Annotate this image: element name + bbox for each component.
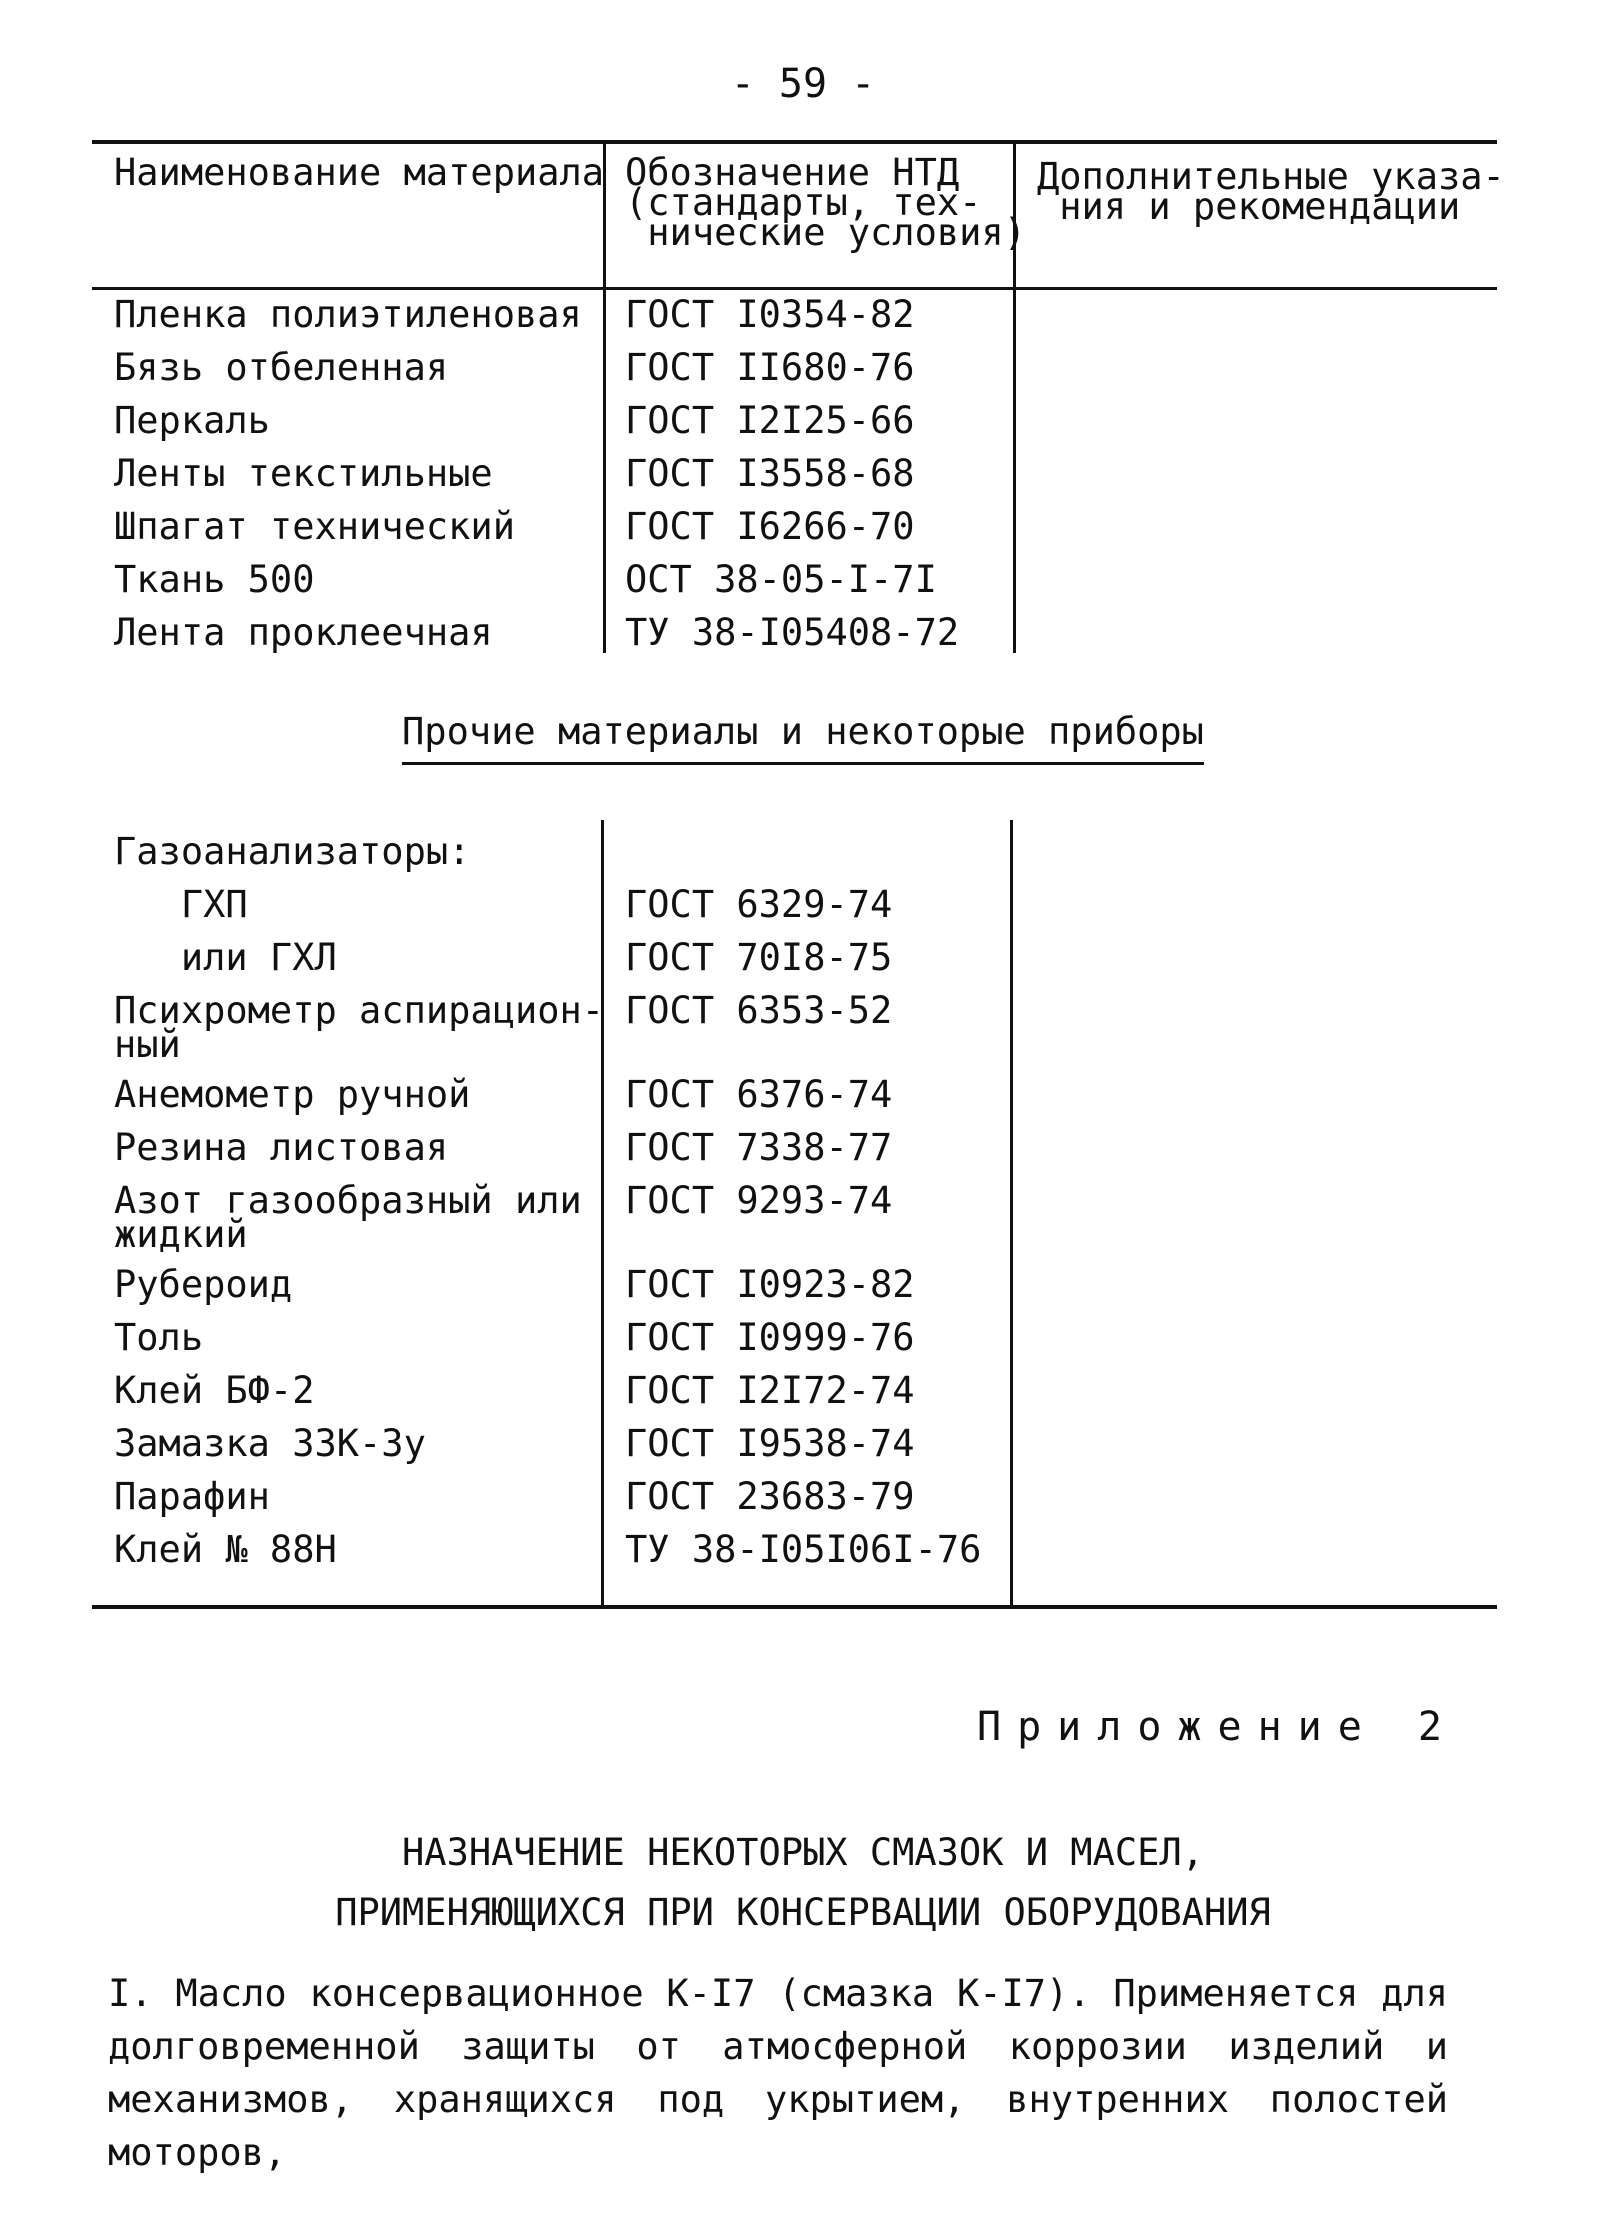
- body-paragraph: I. Масло консервационное К-I7 (смазка К-I7). Применяется для долговременной защиты от атмосферной коррозии изделий и механизмов, хранящихся под укрытием, внутренних полостей моторов,: [108, 1972, 1448, 2174]
- table-row-name: Перкаль: [114, 399, 270, 442]
- table-row-code: ОСТ 38-05-I-7I: [625, 558, 937, 601]
- table-row-name: Парафин: [114, 1475, 270, 1518]
- table-row-code: ГОСТ I6266-70: [625, 505, 915, 548]
- header-additional-notes: Дополнительные указа- ния и рекомендации: [1037, 155, 1505, 228]
- table-row-code: ГОСТ I2I25-66: [625, 399, 915, 442]
- table-row-code: ГОСТ I0354-82: [625, 293, 915, 336]
- table-row-name: Ленты текстильные: [114, 452, 493, 495]
- header-ntd-designation: Обозначение НТД (стандарты, тех- нические условия): [625, 151, 1026, 254]
- section-title-text: Прочие материалы и некоторые приборы: [402, 708, 1204, 765]
- table-row-name: Резина листовая: [114, 1126, 449, 1169]
- table-row-code: ГОСТ II680-76: [625, 346, 915, 389]
- table-row-name: Анемометр ручной: [114, 1073, 471, 1116]
- table-row-name: Замазка ЗЗК-Зу: [114, 1422, 426, 1465]
- column-divider-2: [1010, 820, 1013, 1605]
- table-row-name: Толь: [114, 1316, 204, 1359]
- appendix-title-line-1: НАЗНАЧЕНИЕ НЕКОТОРЫХ СМАЗОК И МАСЕЛ,: [402, 1831, 1204, 1874]
- table-row-code: ГОСТ 6353-52: [625, 989, 893, 1032]
- header-material-name: Наименование материала: [114, 151, 605, 194]
- table-row-code: ГОСТ 23683-79: [625, 1475, 915, 1518]
- table-row-name: Психрометр аспирацион- ный: [114, 989, 605, 1066]
- table-row-name: Газоанализаторы:: [114, 830, 471, 873]
- table-row-code: ГОСТ I3558-68: [625, 452, 915, 495]
- table-row-code: ГОСТ 6329-74: [625, 883, 893, 926]
- materials-table: [92, 140, 1505, 660]
- table-row-code: ТУ 38-I05I06I-76: [625, 1528, 982, 1571]
- table-row-name: или ГХЛ: [114, 936, 337, 979]
- page-number: - 59 -: [730, 61, 876, 107]
- table-row-code: ГОСТ 9293-74: [625, 1179, 893, 1222]
- instruments-table: [92, 820, 1497, 1620]
- table-row-name: Азот газообразный или жидкий: [114, 1179, 582, 1256]
- table-row-name: Бязь отбеленная: [114, 346, 449, 389]
- table-row-name: Пленка полиэтиленовая: [114, 293, 582, 336]
- column-divider-1: [603, 140, 606, 653]
- table-row-name: ГХП: [114, 883, 248, 926]
- table-row-code: ГОСТ I2I72-74: [625, 1369, 915, 1412]
- appendix-title-line-2: ПРИМЕНЯЮЩИХСЯ ПРИ КОНСЕРВАЦИИ ОБОРУДОВАНИЯ: [335, 1891, 1271, 1934]
- table-row-name: Лента проклеечная: [114, 611, 493, 654]
- table-row-code: ТУ 38-I05408-72: [625, 611, 960, 654]
- table-row-code: ГОСТ I9538-74: [625, 1422, 915, 1465]
- table-top-rule: [92, 140, 1497, 144]
- table-row-code: ГОСТ 7338-77: [625, 1126, 893, 1169]
- table-row-code: ГОСТ I0923-82: [625, 1263, 915, 1306]
- table-row-name: Клей БФ-2: [114, 1369, 315, 1412]
- appendix-label: Приложение 2: [977, 1704, 1458, 1750]
- section-title: [0, 708, 1606, 765]
- table-row-name: Шпагат технический: [114, 505, 515, 548]
- table-row-code: ГОСТ 70I8-75: [625, 936, 893, 979]
- column-divider-1: [601, 820, 604, 1605]
- table-row-name: Рубероид: [114, 1263, 293, 1306]
- appendix-title: [0, 1823, 1606, 1943]
- table-row-code: ГОСТ 6376-74: [625, 1073, 893, 1116]
- table-bottom-rule: [92, 1605, 1497, 1609]
- table-row-name: Клей № 88Н: [114, 1528, 337, 1571]
- table-row-name: Ткань 500: [114, 558, 315, 601]
- table-row-code: ГОСТ I0999-76: [625, 1316, 915, 1359]
